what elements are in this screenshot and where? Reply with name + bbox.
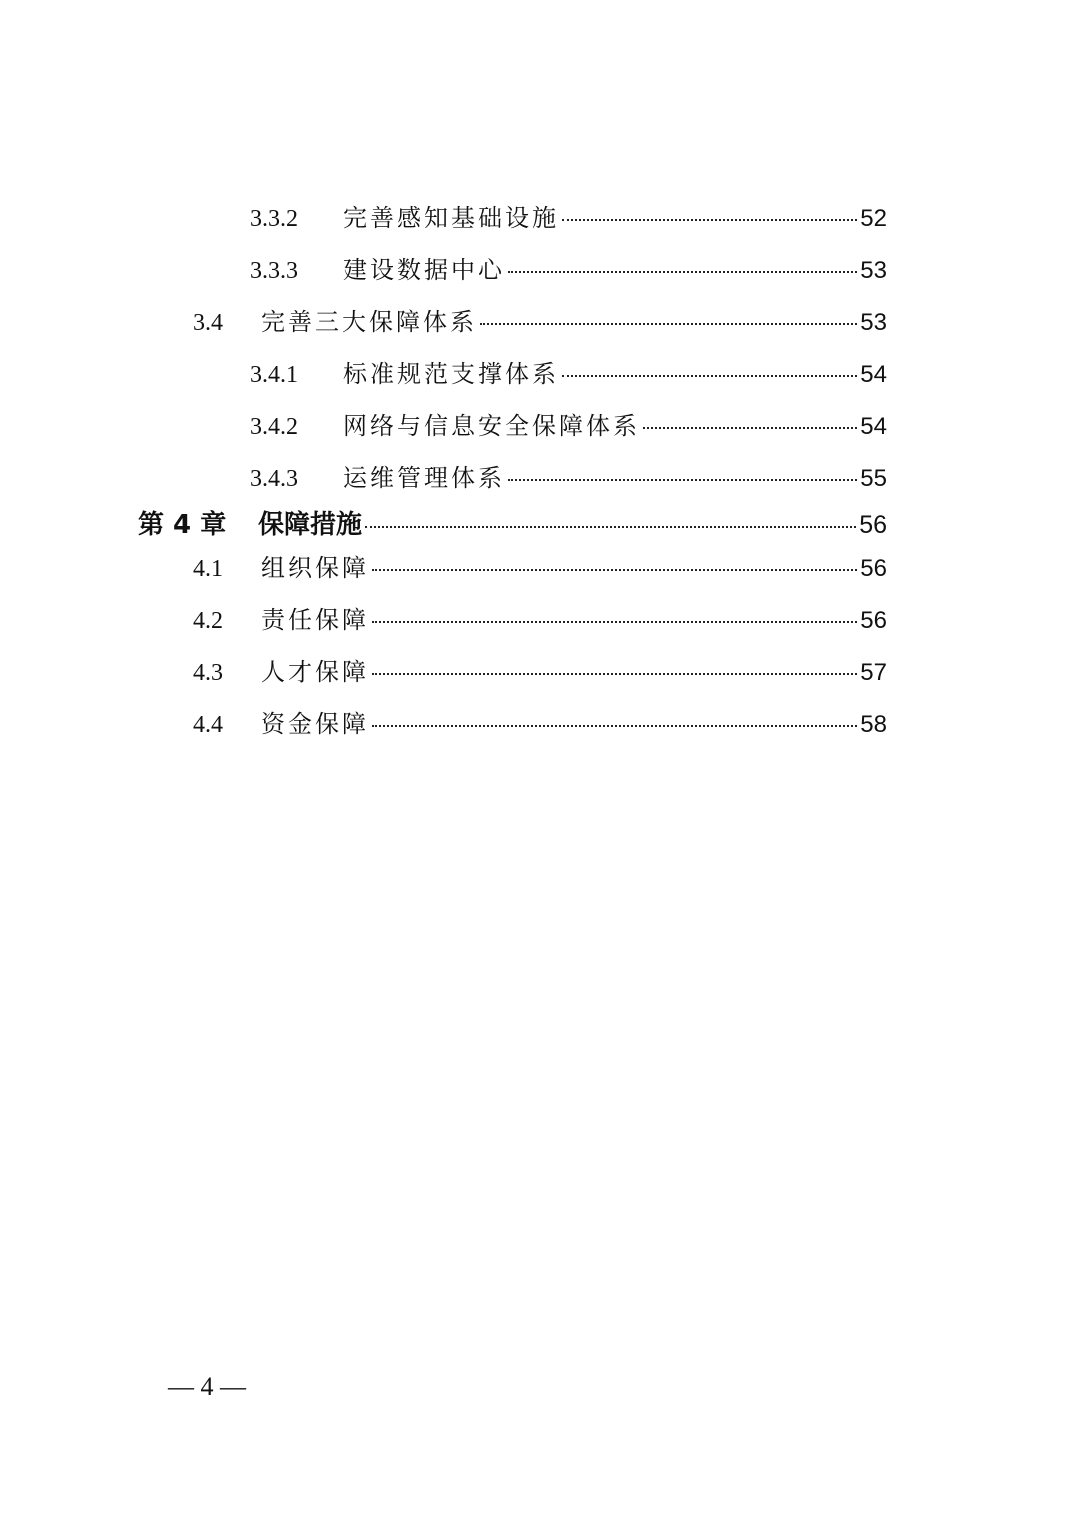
- toc-entry-title: 运维管理体系: [343, 464, 505, 492]
- toc-entry-3-3-2[interactable]: [250, 198, 887, 233]
- dot-leader: [372, 569, 857, 571]
- toc-entry-3-4[interactable]: [193, 302, 887, 337]
- toc-entry-4-1[interactable]: [193, 548, 887, 583]
- toc-entry-4-4[interactable]: [193, 704, 887, 739]
- toc-entry-page: 58: [860, 711, 887, 738]
- toc-entry-4-2[interactable]: [193, 600, 887, 635]
- dot-leader: [365, 526, 856, 528]
- toc-entry-4-3[interactable]: [193, 652, 887, 687]
- toc-entry-number: 3.4.1: [250, 362, 298, 388]
- toc-entry-page: 53: [860, 257, 887, 284]
- toc-entry-page: 55: [860, 465, 887, 492]
- toc-entry-title: 标准规范支撑体系: [343, 360, 559, 388]
- toc-entry-number: 3.4: [193, 310, 223, 336]
- dot-leader: [643, 427, 857, 429]
- toc-entry-number: 4.4: [193, 712, 223, 738]
- toc-entry-title: 完善三大保障体系: [261, 308, 477, 336]
- toc-entry-number: 3.4.3: [250, 466, 298, 492]
- dot-leader: [372, 673, 857, 675]
- toc-chapter-number: 第 4 章: [138, 510, 227, 540]
- dot-leader: [562, 219, 857, 221]
- toc-chapter-4[interactable]: [138, 504, 887, 541]
- dot-leader: [480, 323, 857, 325]
- toc-entry-number: 3.3.2: [250, 206, 298, 232]
- toc-entry-number: 4.1: [193, 556, 223, 582]
- toc-chapter-page: 56: [859, 511, 887, 539]
- toc-entry-page: 52: [860, 205, 887, 232]
- page-number-footer: — 4 —: [168, 1372, 246, 1401]
- toc-chapter-title: 保障措施: [258, 510, 363, 540]
- dot-leader: [508, 271, 857, 273]
- toc-entry-page: 53: [860, 309, 887, 336]
- toc-entry-page: 57: [860, 659, 887, 686]
- toc-entry-page: 54: [860, 361, 887, 388]
- dot-leader: [562, 375, 857, 377]
- toc-entry-3-4-3[interactable]: [250, 458, 887, 493]
- toc-entry-title: 建设数据中心: [343, 256, 505, 284]
- toc-entry-title: 完善感知基础设施: [343, 204, 559, 232]
- toc-entry-page: 54: [860, 413, 887, 440]
- toc-entry-page: 56: [860, 555, 887, 582]
- toc-entry-number: 3.3.3: [250, 258, 298, 284]
- toc-entry-title: 责任保障: [261, 606, 369, 634]
- toc-entry-title: 人才保障: [261, 658, 369, 686]
- dot-leader: [372, 621, 857, 623]
- toc-entry-title: 资金保障: [261, 710, 369, 738]
- toc-entry-3-3-3[interactable]: [250, 250, 887, 285]
- toc-entry-title: 网络与信息安全保障体系: [343, 412, 640, 440]
- toc-entry-number: 4.2: [193, 608, 223, 634]
- toc-entry-title: 组织保障: [261, 554, 369, 582]
- toc-entry-3-4-2[interactable]: [250, 406, 887, 441]
- toc-entry-number: 4.3: [193, 660, 223, 686]
- toc-entry-3-4-1[interactable]: [250, 354, 887, 389]
- toc-entry-page: 56: [860, 607, 887, 634]
- dot-leader: [372, 725, 857, 727]
- toc-entry-number: 3.4.2: [250, 414, 298, 440]
- dot-leader: [508, 479, 857, 481]
